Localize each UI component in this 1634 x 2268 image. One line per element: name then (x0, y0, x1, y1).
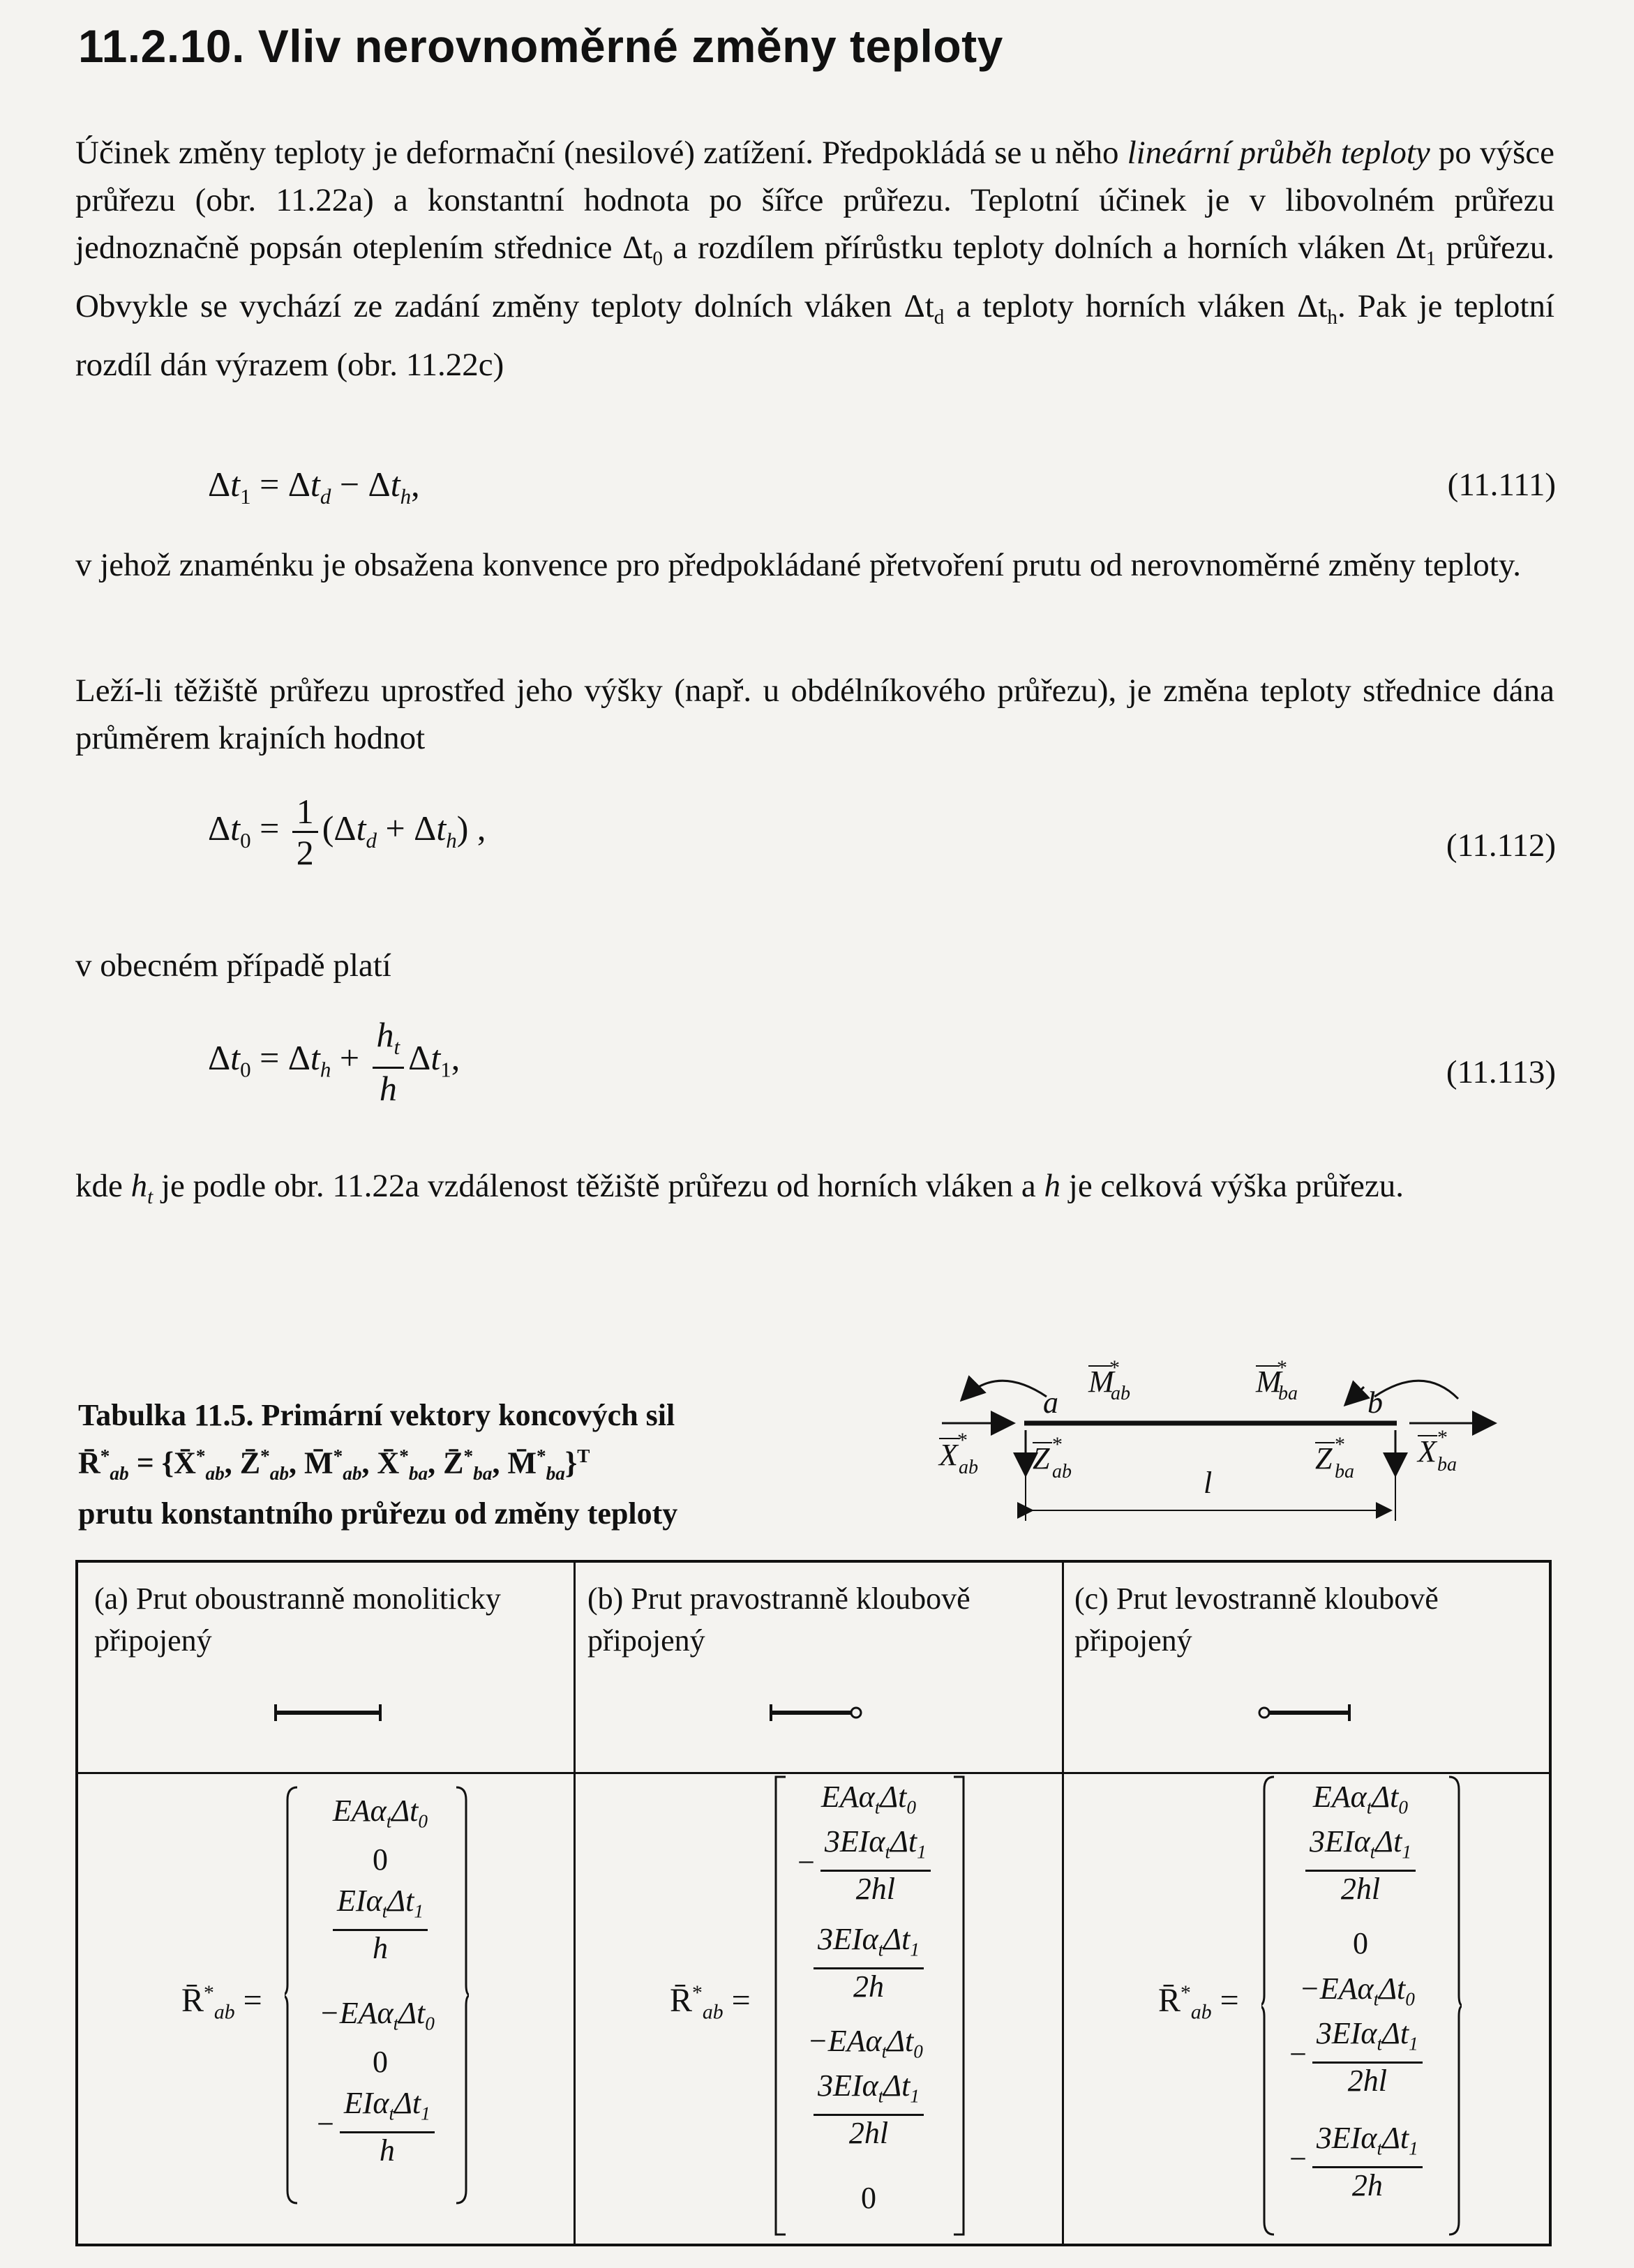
vec-a-5: 0 (373, 2045, 388, 2079)
table-divider-1 (574, 1560, 576, 2246)
svg-text:*: * (1437, 1426, 1448, 1449)
paragraph-2: v jehož znaménku je obsažena konvence pro předpokládané přetvoření prutu od nerovnoměrné změny teploty. (75, 547, 1522, 583)
vec-b-2: − $\frac{3EI\alpha_t\Delta t_1}{2hl}$ (781, 1824, 949, 1907)
p1-text-6: . Pak je teplotní rozdíl dán výrazem (obr. 11.22c) (75, 288, 1555, 384)
vec-b-6: 0 (861, 2181, 876, 2215)
svg-text:*: * (1109, 1356, 1120, 1379)
table-header-rule (75, 1772, 1552, 1774)
vec-b-1: $EA\alpha_t\Delta t_0$ (820, 1780, 917, 1818)
table-caption (78, 1395, 811, 1534)
label-xba (1416, 1426, 1457, 1475)
bar-symbol-right-hinged (767, 1702, 865, 1723)
p1-text-5: a teploty horních vláken Δt (944, 288, 1328, 325)
paragraph-4: v obecném případě platí (75, 947, 391, 984)
caption-line-3: prutu konstantního průřezu od změny teploty (78, 1496, 678, 1531)
vec-a-3: $\frac{EI\alpha_t\Delta t_1}{h}$ (310, 1884, 450, 1966)
svg-text:X: X (1418, 1434, 1437, 1469)
vector-b-label: $R̄^*_{ab}$ = (670, 1981, 751, 2024)
paragraph-1 (75, 129, 1554, 389)
vector-c (1158, 1775, 1493, 2236)
p1-text-3: a rozdílem přírůstku teploty dolních a horních vláken Δt (662, 230, 1426, 266)
vec-b-5: $\frac{3EI\alpha_t\Delta t_1}{2hl}$ (792, 2068, 945, 2151)
equation-11-112: $\Delta t_0$ = $\frac{1}{2}$ $(\Delta t_d + \Delta t_h)$ , (208, 792, 486, 872)
vec-c-6: − $\frac{3EI\alpha_t\Delta t_1}{2h}$ (1270, 2121, 1444, 2203)
vector-a-label: $R̄^*_{ab}$ = (181, 1981, 262, 2024)
section-title: 11.2.10. Vliv nerovnoměrné změny teploty (78, 20, 1003, 72)
p1-text-1: Účinek změny teploty je deformační (nesilové) zatížení. Předpokládá se u něho (75, 135, 1127, 171)
p5-text-1: kde (75, 1168, 131, 1204)
beam-end-forces-diagram (921, 1353, 1549, 1542)
p5-var-1: h (130, 1168, 148, 1204)
svg-text:ab: ab (1052, 1461, 1072, 1482)
vec-a-1: $EA\alpha_t\Delta t_0$ (332, 1794, 428, 1832)
label-l: l (1204, 1466, 1213, 1500)
svg-text:*: * (1052, 1433, 1063, 1456)
vec-c-3: 0 (1353, 1926, 1368, 1960)
p1-text-4: průřezu. Obvykle se vychází ze zadání změny teploty dolních vláken Δt (75, 230, 1554, 325)
p5-var-2: h (1044, 1168, 1061, 1204)
vec-c-5: − $\frac{3EI\alpha_t\Delta t_1}{2hl}$ (1270, 2016, 1444, 2098)
label-xab (938, 1429, 978, 1478)
vector-c-label: $R̄^*_{ab}$ = (1158, 1981, 1239, 2024)
svg-text:Z: Z (1315, 1441, 1333, 1475)
p1-sub-4: h (1327, 306, 1337, 329)
column-header-c: (c) Prut levostranně kloubově připojený (1074, 1582, 1439, 1658)
p1-sub-1: 0 (652, 248, 663, 271)
paragraph-3: Leží-li těžiště průřezu uprostřed jeho výšky (např. u obdélníkového průřezu), je změna teploty střednice dána průměrem krajních hodnot (75, 673, 1554, 756)
label-mab (1088, 1356, 1130, 1404)
svg-text:*: * (1277, 1356, 1287, 1379)
vec-c-4: $-EA\alpha_t\Delta t_0$ (1299, 1972, 1415, 2010)
paragraph-5 (75, 1162, 1554, 1221)
svg-text:M: M (1088, 1365, 1114, 1399)
svg-text:ab: ab (959, 1457, 978, 1478)
svg-text:ba: ba (1278, 1383, 1298, 1404)
vec-a-4: $-EA\alpha_t\Delta t_0$ (319, 1996, 435, 2034)
label-zab (1033, 1433, 1072, 1482)
caption-line-2: $R̄^*_{ab}$ = {$X̄^*_{ab}$, $Z̄^*_{ab}$, $M̄^*_{ab}$, $X̄^*_{ba}$, $Z̄^*_{ba}$, $M̄^*_{ba}\}^T$ (78, 1445, 590, 1485)
svg-text:Z: Z (1033, 1441, 1050, 1475)
mba-curve (1374, 1381, 1458, 1399)
label-zba (1315, 1433, 1354, 1482)
vector-b (670, 1775, 991, 2236)
label-mba (1255, 1356, 1298, 1404)
bar-symbol-fixed (272, 1702, 384, 1723)
vec-a-2: 0 (373, 1842, 388, 1877)
label-b: b (1367, 1385, 1383, 1420)
mab-arrow (963, 1381, 1047, 1399)
equation-11-113: $\Delta t_0 = \Delta t_h$ + $\frac{h_t}{h}$ $\Delta t_1$, (208, 1015, 460, 1108)
svg-text:ba: ba (1437, 1454, 1457, 1475)
equation-number-3: (11.113) (1446, 1054, 1556, 1090)
caption-line-1: Tabulka 11.5. Primární vektory koncových sil (78, 1398, 675, 1432)
bar-symbol-left-hinged (1256, 1702, 1354, 1723)
svg-text:ab: ab (1111, 1383, 1130, 1404)
vec-c-2: $\frac{3EI\alpha_t\Delta t_1}{2hl}$ (1280, 1824, 1441, 1907)
p5-sub-1: t (147, 1186, 153, 1209)
svg-text:*: * (957, 1429, 968, 1452)
column-header-a: (a) Prut oboustranně monoliticky připojený (94, 1582, 501, 1658)
table-divider-2 (1062, 1560, 1064, 2246)
column-header-b: (b) Prut pravostranně kloubově připojený (587, 1582, 970, 1658)
mba-arrowhead (1347, 1387, 1364, 1404)
p1-sub-3: d (934, 306, 945, 329)
label-a: a (1043, 1385, 1058, 1420)
svg-text:M: M (1256, 1365, 1282, 1399)
vec-b-3: $\frac{3EI\alpha_t\Delta t_1}{2h}$ (792, 1922, 945, 2004)
vec-b-4: $-EA\alpha_t\Delta t_0$ (807, 2024, 923, 2062)
vec-a-6: − $\frac{EI\alpha_t\Delta t_1}{h}$ (300, 2086, 454, 2168)
vector-a (181, 1786, 502, 2232)
svg-text:ba: ba (1335, 1461, 1354, 1482)
vec-c-1: $EA\alpha_t\Delta t_0$ (1312, 1780, 1409, 1818)
p1-sub-2: 1 (1425, 248, 1437, 271)
p1-emphasis: lineární průběh teploty (1127, 135, 1430, 171)
p5-text-3: je celková výška průřezu. (1060, 1168, 1404, 1204)
svg-text:*: * (1335, 1433, 1345, 1456)
p5-text-2: je podle obr. 11.22a vzdálenost těžiště průřezu od horních vláken a (153, 1168, 1044, 1204)
equation-number-2: (11.112) (1446, 827, 1556, 864)
equation-11-111: $\Delta t_1 = \Delta t_d - \Delta t_h$, (208, 465, 420, 509)
p1-text-2: po výšce průřezu (obr. 11.22a) a konstantní hodnota po šířce průřezu. Teplotní účinek je v libovolném průřezu jednoznačně popsán oteplením střednice Δt (75, 135, 1555, 266)
equation-number-1: (11.111) (1447, 467, 1556, 503)
svg-text:X: X (939, 1438, 958, 1472)
